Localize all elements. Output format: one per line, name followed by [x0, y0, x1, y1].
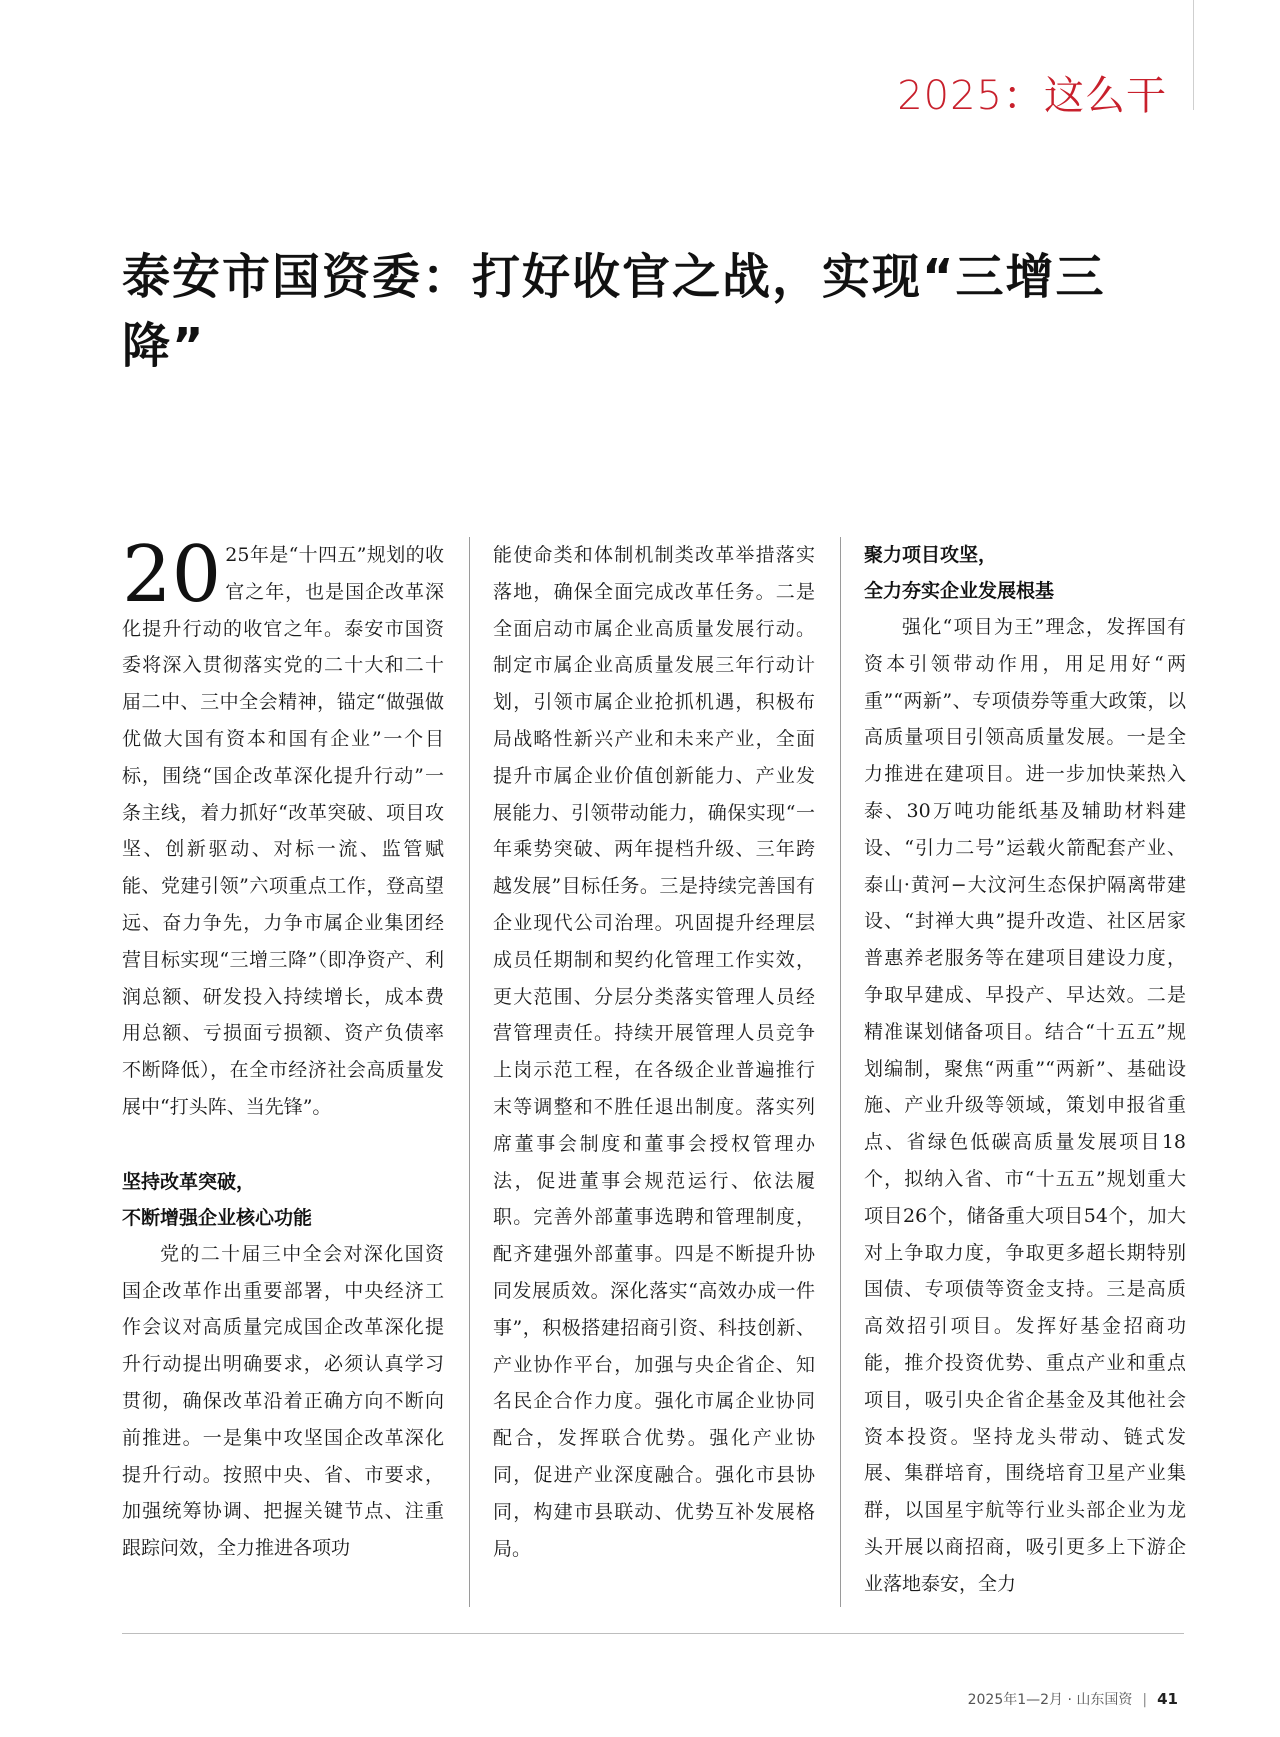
- body-paragraph: 强化“项目为王”理念，发挥国有资本引领带动作用，用足用好“两重”“两新”、专项债券等重大政策，以高质量项目引领高质量发展。一是全力推进在建项目。进一步加快莱热入泰、30万吨功能纸基及辅助材料建设、“引力二号”运载火箭配套产业、泰山·黄河−大汶河生态保护隔离带建设、“封禅大典”提升改造、社区居家普惠养老服务等在建项目建设力度，争取早建成、早投产、早达效。二是精准谋划储备项目。结合“十五五”规划编制，聚焦“两重”“两新”、基础设施、产业升级等领域，策划申报省重点、省绿色低碳高质量发展项目18个，拟纳入省、市“十五五”规划重大项目26个，储备重大项目54个，加大对上争取力度，争取更多超长期特别国债、专项债等资金支持。三是高质高效招引项目。发挥好基金招商功能，推介投资优势、重点产业和重点项目，吸引央企省企基金及其他社会资本投资。坚持龙头带动、链式发展、集群培育，围绕培育卫星产业集群，以国星宇航等行业头部企业为龙头开展以商招商，吸引更多上下游企业落地泰安，全力: [864, 616, 1186, 1595]
- body-paragraph: 能使命类和体制机制类改革举措落实落地，确保全面完成改革任务。二是全面启动市属企业高质量发展行动。制定市属企业高质量发展三年行动计划，引领市属企业抢抓机遇，积极布局战略性新兴产业和未来产业，全面提升市属企业价值创新能力、产业发展能力、引领带动能力，确保实现“一年乘势突破、两年提档升级、三年跨越发展”目标任务。三是持续完善国有企业现代公司治理。巩固提升经理层成员任期制和契约化管理工作实效，更大范围、分层分类落实管理人员经营管理责任。持续开展管理人员竞争上岗示范工程，在各级企业普遍推行末等调整和不胜任退出制度。落实列席董事会制度和董事会授权管理办法，促进董事会规范运行、依法履职。完善外部董事选聘和管理制度，配齐建强外部董事。四是不断提升协同发展质效。深化落实“高效办成一件事”，积极搭建招商引资、科技创新、产业协作平台，加强与央企省企、知名民企合作力度。强化市属企业协同配合，发挥联合优势。强化产业协同，促进产业深度融合。强化市县协同，构建市县联动、优势互补发展格局。: [493, 544, 815, 1560]
- column-divider: [469, 537, 470, 1607]
- subheading-projects: [864, 537, 1186, 609]
- column-divider: [840, 537, 841, 1607]
- subheading-line-1: 聚力项目攻坚，: [864, 544, 998, 566]
- subheading-line-2: 不断增强企业核心功能: [122, 1206, 313, 1229]
- issue-info: 2025年1—2月 · 山东国资: [967, 1692, 1133, 1708]
- article-column-2: [493, 537, 815, 1617]
- page-footer: [968, 1689, 1178, 1709]
- subheading-line-2: 全力夯实企业发展根基: [864, 580, 1055, 602]
- footer-separator: |: [1142, 1692, 1148, 1708]
- article-column-3: [864, 537, 1186, 1617]
- section-heading: 2025：这么干: [897, 73, 1167, 119]
- article-title: 泰安市国资委：打好收官之战，实现“三增三降”: [122, 249, 1106, 374]
- intro-paragraph: [122, 537, 444, 1126]
- article-column-1: [122, 537, 444, 1617]
- subheading-line-1: 坚持改革突破，: [122, 1170, 256, 1193]
- intro-text: 25年是“十四五”规划的收官之年，也是国企改革深化提升行动的收官之年。泰安市国资委将深入贯彻落实党的二十大和二十届二中、三中全会精神，锚定“做强做优做大国有资本和国有企业”一个目标，围绕“国企改革深化提升行动”一条主线，着力抓好“改革突破、项目攻坚、创新驱动、对标一流、监管赋能、党建引领”六项重点工作，登高望远、奋力争先，力争市属企业集团经营目标实现“三增三降”（即净资产、利润总额、研发投入持续增长，成本费用总额、亏损面亏损额、资产负债率不断降低），在全市经济社会高质量发展中“打头阵、当先锋”。: [122, 544, 444, 1118]
- footer-rule: [122, 1633, 1184, 1634]
- drop-cap: 20: [122, 537, 222, 620]
- page-number: 41: [1157, 1690, 1178, 1708]
- body-paragraph: 党的二十届三中全会对深化国资国企改革作出重要部署，中央经济工作会议对高质量完成国企改革深化提升行动提出明确要求，必须认真学习贯彻，确保改革沿着正确方向不断向前推进。一是集中攻坚国企改革深化提升行动。按照中央、省、市要求，加强统筹协调、把握关键节点、注重跟踪问效，全力推进各项功: [122, 1242, 444, 1560]
- header-rule: [1193, 0, 1194, 110]
- subheading-reform: [122, 1164, 444, 1236]
